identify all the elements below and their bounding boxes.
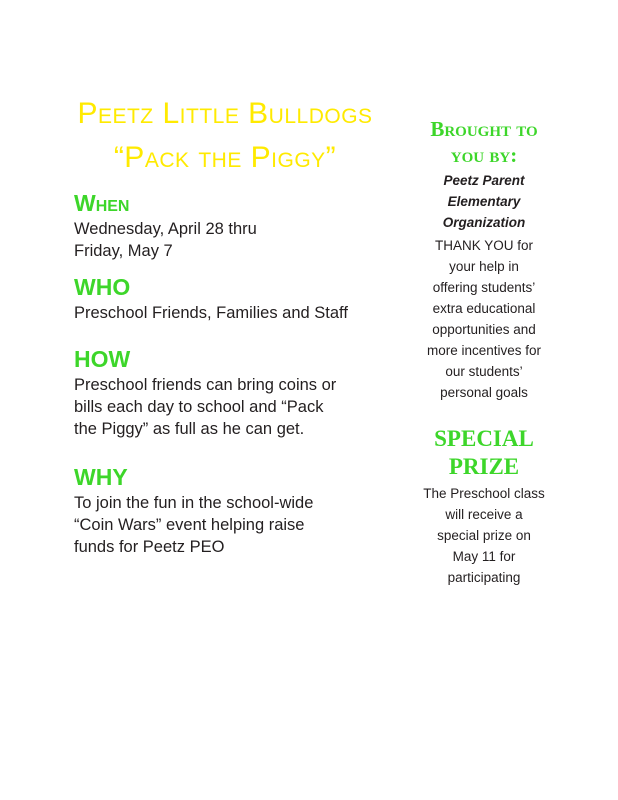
why-body: To join the fun in the school-wide “Coin Wars” event helping raise funds for Peetz PEO (74, 494, 314, 556)
special-prize-text: The Preschool class will receive a special prize on May 11 for participating (423, 486, 545, 585)
flyer-title (60, 92, 390, 180)
why-heading: WHY (74, 464, 128, 490)
title-line-1: Peetz Little Bulldogs (77, 97, 373, 130)
section-why (74, 462, 313, 558)
special-prize-block (394, 425, 574, 588)
section-when (74, 188, 257, 262)
section-who (74, 272, 348, 324)
sponsor-org-name: Peetz Parent Elementary Organization (442, 173, 526, 230)
how-body: Preschool friends can bring coins or bills each day to school and “Pack the Piggy” as full as he can get. (74, 376, 337, 438)
sponsor-column (394, 116, 574, 403)
section-how (74, 344, 336, 440)
when-heading: When (74, 190, 130, 216)
special-prize-heading: SPECIAL PRIZE (434, 426, 534, 479)
brought-to-you-heading: Brought to you by: (430, 117, 538, 167)
who-body: Preschool Friends, Families and Staff (74, 304, 348, 322)
title-line-2: “Pack the Piggy” (113, 141, 337, 174)
who-heading: WHO (74, 274, 131, 300)
how-heading: HOW (74, 346, 131, 372)
thank-you-text: THANK YOU for your help in offering students’ extra educational opportunities and more incentives for our students’ personal goals (426, 238, 542, 400)
when-body: Wednesday, April 28 thru Friday, May 7 (74, 220, 257, 260)
